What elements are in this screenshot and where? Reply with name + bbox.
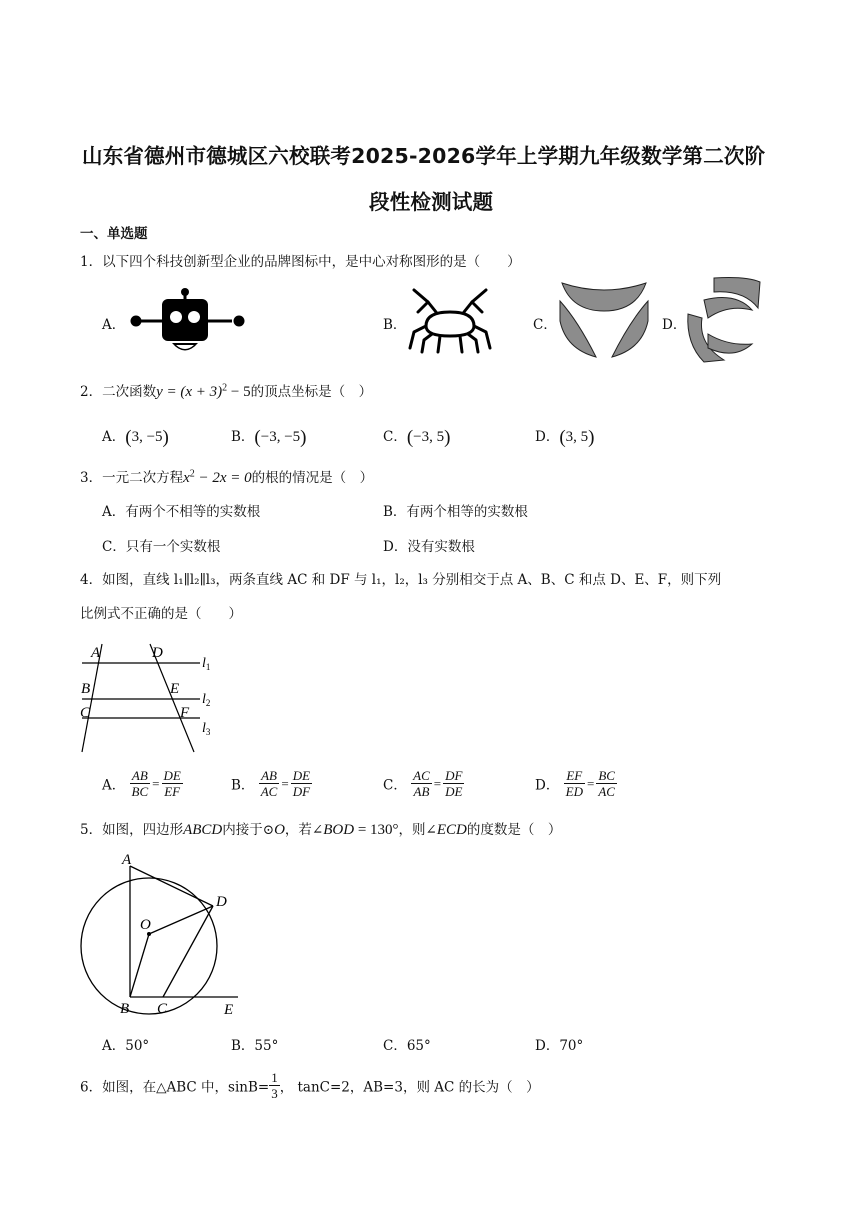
q3-formula-rest: − 2x = 0 — [194, 470, 252, 486]
q2-option-a-label: A． — [102, 429, 126, 445]
q2-option-c-label: C． — [383, 429, 407, 445]
q4-option-a: A． $\frac{AB}{BC}$ = $\frac{DE}{EF}$ — [102, 768, 181, 799]
point-a-label: A — [91, 645, 101, 661]
q2-formula-tail: − 5 — [227, 384, 251, 400]
q5-angle1-value: = 130° — [354, 822, 399, 838]
q3-formula-var: x — [183, 470, 190, 486]
q4-d-left-den: ED — [565, 784, 583, 799]
q2-option-b-value: −3, −5 — [260, 429, 301, 445]
q5-text-b: 内接于⊙ — [222, 822, 275, 838]
q1-option-a-label: A． — [102, 317, 126, 333]
q6-sin-den: 3 — [271, 1086, 278, 1101]
q2-stem — [80, 380, 372, 401]
q2-option-c: C．(−3, 5) — [383, 427, 451, 448]
q3-option-d: D．没有实数根 — [383, 539, 475, 555]
crab-logo — [402, 286, 498, 354]
q2-option-c-value: −3, 5 — [413, 429, 445, 445]
q2-option-b-label: B． — [231, 429, 255, 445]
q4-c-left-den: AB — [413, 784, 430, 799]
q4-a-left-den: BC — [131, 784, 149, 799]
q4-option-b: B． $\frac{AB}{AC}$ = $\frac{DE}{DF}$ — [231, 768, 311, 799]
q5-option-c: C．65° — [383, 1038, 431, 1054]
q4-b-left-den: AC — [260, 784, 278, 799]
q2-prefix: 2．二次函数 — [80, 384, 157, 400]
q1-stem: 1．以下四个科技创新型企业的品牌图标中，是中心对称图形的是（ ） — [80, 254, 521, 270]
q1-option-b-label: B． — [383, 317, 407, 333]
q6-text-b: ， tanC=2，AB=3，则 AC 的长为（ ） — [279, 1079, 540, 1096]
q4-stem-line2: 比例式不正确的是（ ） — [80, 606, 242, 622]
q3-suffix: 的根的情况是（ ） — [251, 470, 374, 486]
q3-prefix: 3．一元二次方程 — [80, 470, 184, 486]
q3-option-a: A．有两个不相等的实数根 — [102, 504, 261, 520]
q4-option-d-label: D． — [535, 777, 560, 794]
q5-quad: ABCD — [183, 822, 223, 838]
q4-option-c: C． $\frac{AC}{AB}$ = $\frac{DF}{DE}$ — [383, 768, 463, 799]
point-b-label: B — [120, 1001, 130, 1017]
q5-text-d: ，则∠ — [398, 822, 437, 838]
svg-text:l3: $l_3$ — [202, 721, 211, 737]
svg-text:l2: $l_2$ — [202, 692, 211, 708]
q2-formula: y = (x + 3) — [156, 384, 223, 400]
doc-title-line1: 山东省德州市德城区六校联考2025-2026学年上学期九年级数学第二次阶 — [82, 144, 766, 168]
point-c-label: C — [80, 705, 91, 721]
q4-d-right-num: BC — [598, 768, 615, 783]
three-crescent-logo — [556, 277, 652, 363]
q5-text-c: ，若∠ — [284, 822, 324, 838]
q5-option-d: D．70° — [535, 1038, 584, 1054]
point-o-label: O — [140, 917, 151, 933]
q3-stem — [80, 466, 373, 487]
point-f-label: F — [180, 705, 190, 721]
q4-b-right-den: DF — [292, 784, 311, 799]
q4-c-right-num: DF — [445, 768, 463, 783]
q4-a-right-num: DE — [163, 768, 181, 783]
q4-d-right-den: AC — [598, 784, 615, 799]
q5-circle: O — [274, 822, 285, 838]
q6-sin-num: 1 — [271, 1070, 278, 1085]
q2-option-a: A．(3, −5) — [102, 427, 169, 448]
q2-option-d-value: 3, 5 — [565, 429, 589, 445]
q4-b-right-num: DE — [292, 768, 311, 783]
q6-stem — [80, 1070, 540, 1101]
q2-suffix: 的顶点坐标是（ ） — [250, 384, 373, 400]
inscribed-quadrilateral-figure — [74, 850, 244, 1022]
q5-text-a: 5．如图，四边形 — [80, 822, 184, 838]
q5-option-b: B．55° — [231, 1038, 279, 1054]
point-d-label: D — [216, 894, 227, 910]
section-heading: 一、单选题 — [80, 226, 148, 242]
q4-a-right-den: EF — [164, 784, 181, 799]
point-e-label: E — [224, 1002, 234, 1018]
q5-angle1: BOD — [323, 822, 355, 838]
q1-option-c-label: C． — [533, 317, 557, 333]
point-c-label: C — [157, 1001, 168, 1017]
q2-option-b: B．(−3, −5) — [231, 427, 307, 448]
point-a-label: A — [122, 852, 132, 868]
q5-angle2: ECD — [436, 822, 467, 838]
q4-b-left-num: AB — [259, 768, 280, 784]
q2-option-a-value: 3, −5 — [131, 429, 163, 445]
q4-stem-line1: 4．如图，直线 l₁∥l₂∥l₃，两条直线 AC 和 DF 与 l₁，l₂，l₃ 分别相交于点 A、B、C 和点 D、E、F，则下列 — [80, 572, 722, 588]
q4-option-c-label: C． — [383, 777, 407, 794]
q1-option-d-label: D． — [662, 317, 687, 333]
q4-d-left-num: EF — [564, 768, 585, 784]
q2-exponent: 2 — [222, 382, 228, 394]
q4-c-left-num: AC — [413, 768, 430, 783]
q2-option-d: D．(3, 5) — [535, 427, 595, 448]
swirl-logo — [684, 274, 764, 366]
q5-stem — [80, 818, 561, 839]
q4-c-right-den: DE — [445, 784, 463, 799]
q3-option-c: C．只有一个实数根 — [102, 539, 221, 555]
q4-a-left-num: AB — [130, 768, 151, 784]
point-e-label: E — [170, 681, 180, 697]
q5-option-a: A．50° — [102, 1038, 150, 1054]
doc-title-line2: 段性检测试题 — [369, 190, 494, 214]
point-b-label: B — [81, 681, 91, 697]
q3-exponent: 2 — [189, 468, 195, 480]
q4-option-b-label: B． — [231, 777, 255, 794]
q4-option-a-label: A． — [102, 777, 126, 794]
q3-option-b: B．有两个相等的实数根 — [383, 504, 528, 520]
q6-text-a: 6．如图，在△ABC 中，sinB= — [80, 1079, 270, 1096]
robot-logo — [128, 284, 246, 360]
q4-option-d: D． $\frac{EF}{ED}$ = $\frac{BC}{AC}$ — [535, 768, 615, 799]
q5-text-e: 的度数是（ ） — [466, 822, 562, 838]
svg-text:l1: $l_1$ — [202, 656, 211, 672]
parallel-lines-figure — [74, 640, 224, 756]
q2-option-d-label: D． — [535, 429, 560, 445]
point-d-label: D — [152, 645, 163, 661]
